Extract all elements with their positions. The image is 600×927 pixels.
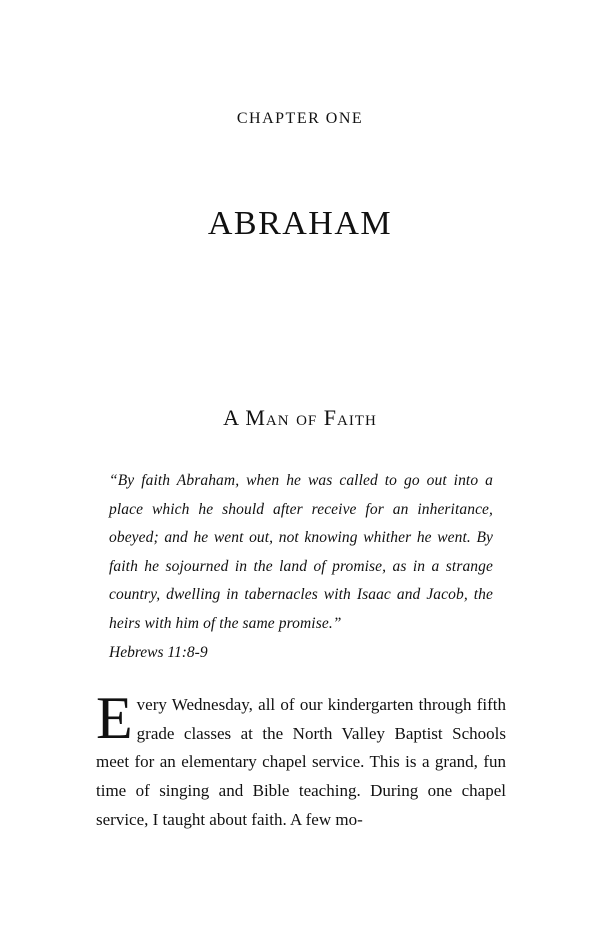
section-heading: A Man of Faith xyxy=(223,405,377,430)
chapter-label: CHAPTER ONE xyxy=(236,110,364,127)
chapter-title: ABRAHAM xyxy=(207,205,393,242)
epigraph-quote: “By faith Abraham, when he was called to go out into a place which he should after receive for an inheritance, obeyed; and he went out, not knowing whither he went. By faith he sojourned in the land of promise, as in a strange country, dwelling in tabernacles with Isaac and Jacob, the heirs with him of the same promise.” xyxy=(109,472,493,632)
epigraph xyxy=(109,467,493,667)
body-paragraph-text: very Wednesday, all of our kindergarten through fifth grade classes at the North Valley Baptist Schools meet for an elementary chapel service. This is a grand, fun time of singing and Bible teaching. During one chapel service, I taught about faith. A few mo- xyxy=(96,695,506,829)
body-paragraph xyxy=(96,685,506,835)
drop-cap: E xyxy=(96,685,133,751)
epigraph-source: Hebrews 11:8-9 xyxy=(109,643,208,661)
